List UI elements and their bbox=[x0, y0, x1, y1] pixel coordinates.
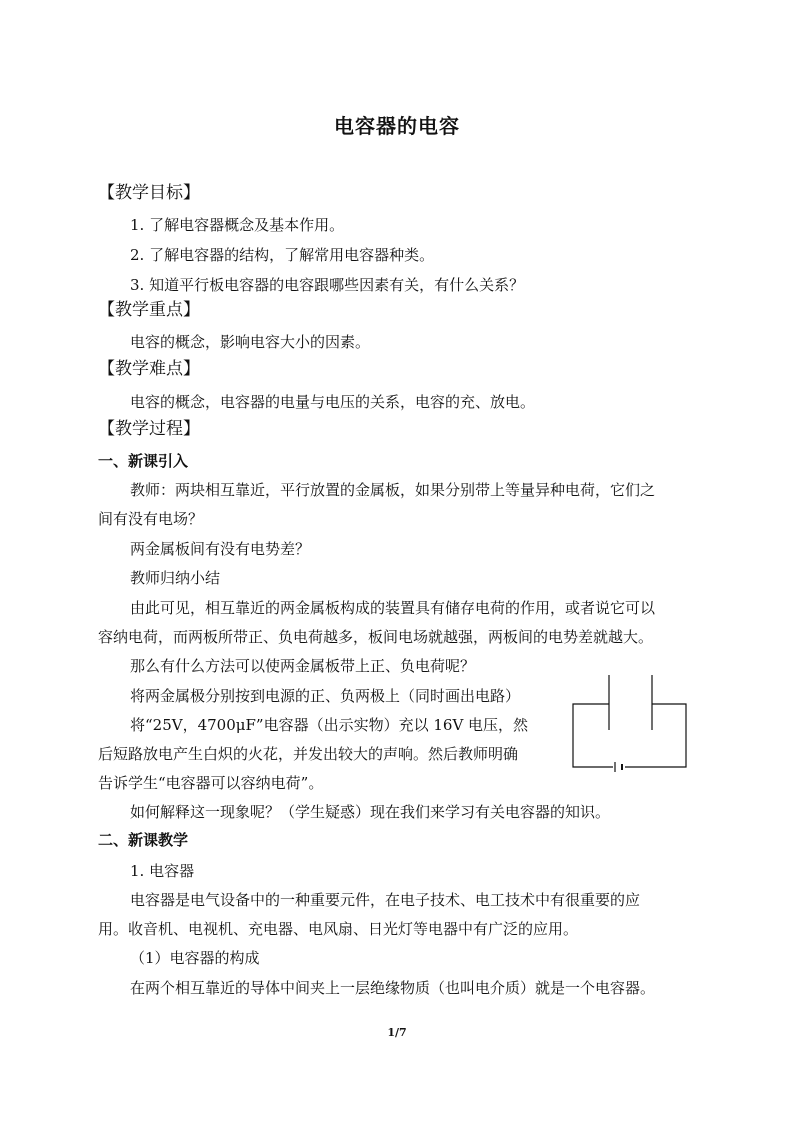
key-text: 电容的概念，影响电容大小的因素。 bbox=[130, 333, 371, 351]
paragraph-line: 在两个相互靠近的导体中间夹上一层绝缘物质（也叫电介质）就是一个电容器。 bbox=[130, 979, 656, 997]
paragraph-line: 如何解释这一现象呢？（学生疑惑）现在我们来学习有关电容器的知识。 bbox=[130, 803, 611, 821]
paragraph-line: （1）电容器的构成 bbox=[130, 949, 260, 967]
paragraph-line: 教师归纳小结 bbox=[130, 569, 221, 587]
paragraph-line: 1. 电容器 bbox=[130, 862, 195, 880]
part1-heading: 一、新课引入 bbox=[98, 452, 189, 470]
page-number: 1/7 bbox=[387, 1026, 407, 1039]
paragraph-line: 将“25V，4700μF”电容器（出示实物）充以 16V 电压，然 bbox=[130, 716, 529, 734]
goal-item: 3. 知道平行板电容器的电容跟哪些因素有关，有什么关系？ bbox=[130, 276, 525, 294]
paragraph-line: 后短路放电产生白炽的火花，并发出较大的声响。然后教师明确 bbox=[98, 745, 519, 763]
part2-heading: 二、新课教学 bbox=[98, 831, 189, 849]
goal-item: 1. 了解电容器概念及基本作用。 bbox=[130, 216, 345, 234]
capacitor-circuit-diagram bbox=[570, 672, 690, 774]
difficult-heading: 【教学难点】 bbox=[98, 359, 200, 379]
paragraph-line: 教师：两块相互靠近，平行放置的金属板，如果分别带上等量异种电荷，它们之 bbox=[130, 481, 656, 499]
page-title: 电容器的电容 bbox=[334, 114, 460, 138]
paragraph-line: 电容器是电气设备中的一种重要元件，在电子技术、电工技术中有很重要的应 bbox=[130, 891, 641, 909]
paragraph-line: 容纳电荷，而两板所带正、负电荷越多，板间电场就越强，两板间的电势差就越大。 bbox=[98, 628, 654, 646]
paragraph-line: 告诉学生“电容器可以容纳电荷”。 bbox=[98, 774, 324, 792]
key-heading: 【教学重点】 bbox=[98, 300, 200, 320]
paragraph-line: 将两金属极分别按到电源的正、负两极上（同时画出电路） bbox=[130, 687, 521, 705]
paragraph-line: 由此可见，相互靠近的两金属板构成的装置具有储存电荷的作用，或者说它可以 bbox=[130, 599, 656, 617]
paragraph-line: 间有没有电场？ bbox=[98, 510, 204, 528]
paragraph-line: 用。收音机、电视机、充电器、电风扇、日光灯等电器中有广泛的应用。 bbox=[98, 920, 579, 938]
wire-left bbox=[573, 704, 613, 767]
wire-right bbox=[625, 704, 686, 767]
paragraph-line: 那么有什么方法可以使两金属板带上正、负电荷呢？ bbox=[130, 657, 476, 675]
process-heading: 【教学过程】 bbox=[98, 419, 200, 439]
goals-heading: 【教学目标】 bbox=[98, 183, 200, 203]
goal-item: 2. 了解电容器的结构，了解常用电容器种类。 bbox=[130, 246, 435, 264]
difficult-text: 电容的概念，电容器的电量与电压的关系，电容的充、放电。 bbox=[130, 393, 536, 411]
paragraph-line: 两金属板间有没有电势差？ bbox=[130, 540, 311, 558]
